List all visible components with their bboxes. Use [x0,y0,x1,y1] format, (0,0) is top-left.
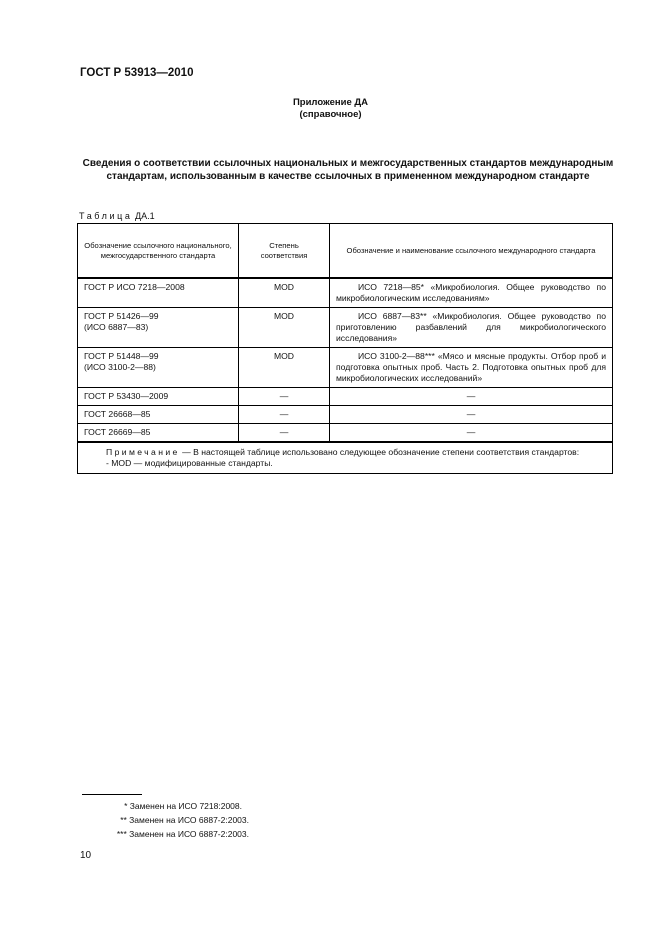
note-item: - MOD — модифицированные стандарты. [106,458,273,468]
cell-national: ГОСТ Р ИСО 7218—2008 [78,278,239,308]
cell-national: ГОСТ 26668—85 [78,406,239,424]
section-title: Сведения о соответствии ссылочных национальных и межгосударственных стандартов международным стандартам, использованным в качестве ссылочных в примененном международном стандарте [82,158,614,182]
table-note-row [78,442,613,474]
table-label-number: ДА.1 [135,211,155,221]
cell-international: — [330,406,613,424]
cell-international: ИСО 3100-2—88*** «Мясо и мясные продукты. Отбор проб и подготовка опытных проб. Часть 2. Подготовка опытных проб для микробиологических исследований» [330,348,613,388]
column-header-international: Обозначение и наименование ссылочного международного стандарта [330,224,613,279]
footnote-2: ** Заменен на ИСО 6887-2:2003. [120,815,249,825]
appendix-subtitle: (справочное) [299,109,362,120]
page-number: 10 [80,850,92,861]
correspondence-table [77,223,613,474]
column-header-national: Обозначение ссылочного национального, межгосударственного стандарта [78,224,239,279]
table-note [78,442,613,474]
cell-international: ИСО 6887—83** «Микробиология. Общее руководство по приготовлению разбавлений для микробиологического исследования» [330,308,613,348]
cell-national: ГОСТ Р 51448—99 (ИСО 3100-2—88) [78,348,239,388]
cell-international: — [330,388,613,406]
table-row [78,406,613,424]
cell-degree: — [239,388,330,406]
cell-national: ГОСТ Р 51426—99 (ИСО 6887—83) [78,308,239,348]
cell-international: ИСО 7218—85* «Микробиология. Общее руководство по микробиологическим исследованиям» [330,278,613,308]
cell-degree: MOD [239,278,330,308]
table-label [79,211,155,221]
table-row [78,424,613,443]
cell-degree: MOD [239,348,330,388]
footnote-divider [82,794,142,795]
cell-degree: MOD [239,308,330,348]
table-label-word: Таблица [79,211,133,221]
appendix-heading [0,97,661,121]
appendix-title: Приложение ДА [292,97,369,108]
footnote-3: *** Заменен на ИСО 6887-2:2003. [116,829,249,839]
table-row [78,278,613,308]
cell-national: ГОСТ 26669—85 [78,424,239,443]
document-code: ГОСТ Р 53913—2010 [80,67,194,79]
cell-degree: — [239,406,330,424]
cell-international: — [330,424,613,443]
table-row [78,388,613,406]
table-row [78,348,613,388]
column-header-degree: Степень соответствия [239,224,330,279]
table-row [78,308,613,348]
cell-degree: — [239,424,330,443]
table-header-row [78,224,613,279]
cell-national: ГОСТ Р 53430—2009 [78,388,239,406]
note-text: Примечание — В настоящей таблице использовано следующее обозначение степени соответствия стандартов: [106,447,580,457]
footnote-1: * Заменен на ИСО 7218:2008. [124,801,242,811]
